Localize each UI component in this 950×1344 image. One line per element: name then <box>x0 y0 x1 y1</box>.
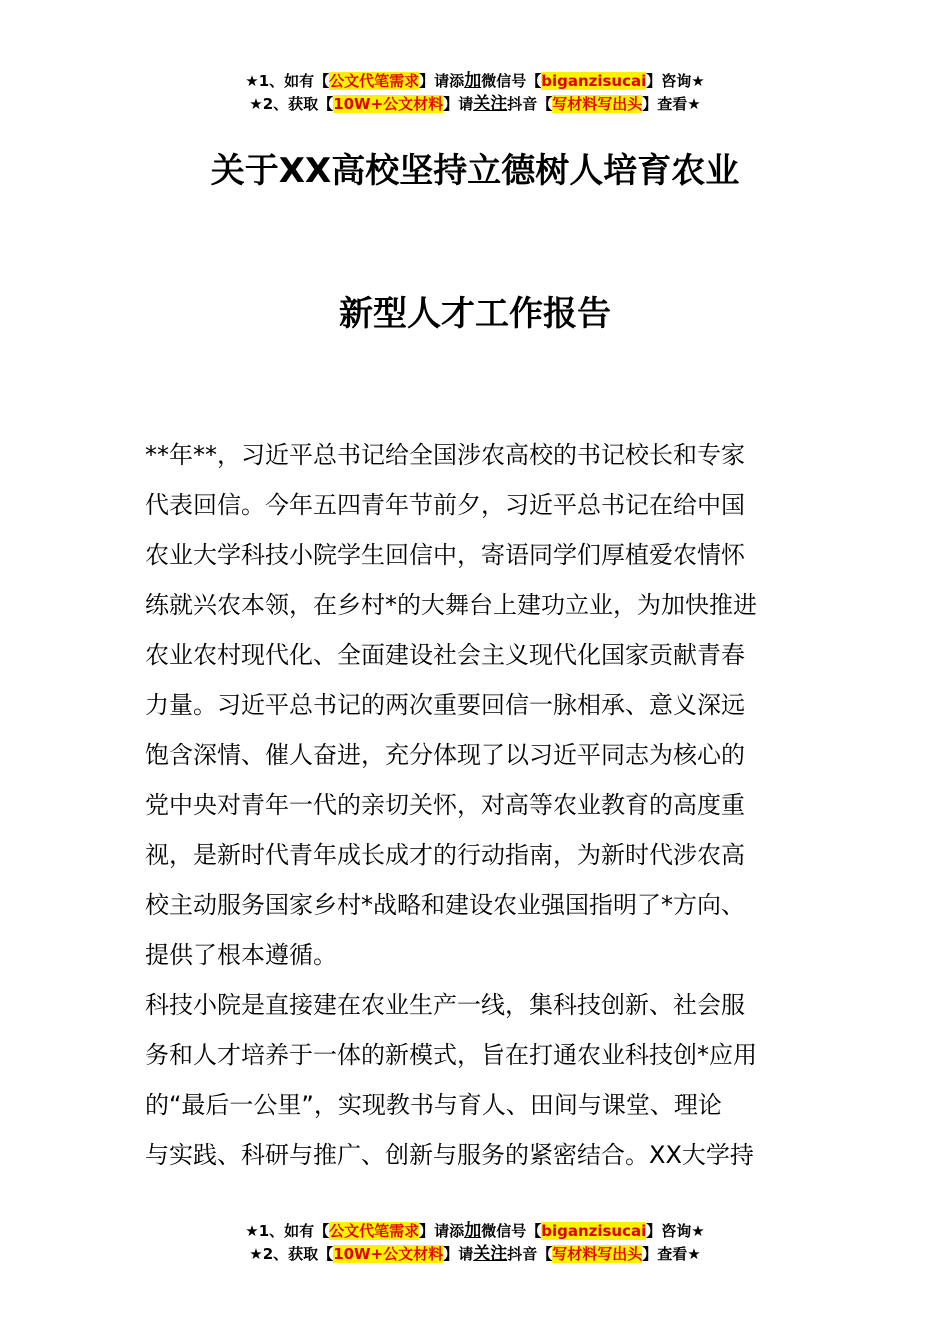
banner-text: 】请添 <box>419 1222 465 1240</box>
banner-text: 抖音【 <box>507 95 553 113</box>
body-line: 代表回信。今年五四青年节前夕，习近平总书记在给中国 <box>145 491 745 519</box>
highlight-service: 公文代笔需求 <box>329 72 420 90</box>
banner-text: 】咨询★ <box>646 72 705 90</box>
banner-text: 微信号【 <box>481 1222 542 1240</box>
banner-text: 】请 <box>443 1245 474 1263</box>
highlight-materials: 10W+公文材料 <box>333 95 444 113</box>
highlight-materials: 10W+公文材料 <box>333 1245 444 1263</box>
body-line: **年**，习近平总书记给全国涉农高校的书记校长和专家 <box>145 441 745 469</box>
banner-line-2 <box>0 1243 950 1266</box>
highlight-wechat-id: biganzisucai <box>541 72 647 90</box>
banner-text: 】查看★ <box>642 95 701 113</box>
banner-emphasis: 关注 <box>473 1244 508 1264</box>
body-line: 校主动服务国家乡村*战略和建设农业强国指明了*方向、 <box>145 891 745 919</box>
body-line: 科技小院是直接建在农业生产一线，集科技创新、社会服 <box>145 991 745 1019</box>
body-line: 视，是新时代青年成长成才的行动指南，为新时代涉农高 <box>145 841 745 869</box>
banner-text: 】查看★ <box>642 1245 701 1263</box>
body-line: 力量。习近平总书记的两次重要回信一脉相承、意义深远 <box>145 691 745 719</box>
highlight-service: 公文代笔需求 <box>329 1222 420 1240</box>
banner-text: 微信号【 <box>481 72 542 90</box>
banner-emphasis: 加 <box>464 1221 482 1241</box>
top-banner <box>0 70 950 116</box>
banner-text: 】请添 <box>419 72 465 90</box>
body-line: 饱含深情、催人奋进，充分体现了以习近平同志为核心的 <box>145 741 745 769</box>
banner-text: ★2、获取【 <box>249 95 334 113</box>
highlight-wechat-id: biganzisucai <box>541 1222 647 1240</box>
highlight-douyin-id: 写材料写出头 <box>552 1245 643 1263</box>
body-line: 农业大学科技小院学生回信中，寄语同学们厚植爱农情怀 <box>145 541 745 569</box>
banner-text: 】请 <box>443 95 474 113</box>
body-line: 提供了根本遵循。 <box>145 941 337 969</box>
body-line: 练就兴农本领，在乡村*的大舞台上建功立业，为加快推进 <box>145 591 757 619</box>
banner-emphasis: 加 <box>464 71 482 91</box>
body-line: 的“最后一公里”，实现教书与育人、田间与课堂、理论 <box>145 1091 722 1119</box>
body-line: 农业农村现代化、全面建设社会主义现代化国家贡献青春 <box>145 641 745 669</box>
document-title-line-1: 关于XX高校坚持立德树人培育农业 <box>210 151 740 191</box>
bottom-banner <box>0 1220 950 1266</box>
banner-text: 】咨询★ <box>646 1222 705 1240</box>
banner-text: ★1、如有【 <box>245 1222 330 1240</box>
banner-text: 抖音【 <box>507 1245 553 1263</box>
document-body <box>145 430 810 1180</box>
banner-text: ★2、获取【 <box>249 1245 334 1263</box>
banner-text: ★1、如有【 <box>245 72 330 90</box>
body-line: 党中央对青年一代的亲切关怀，对高等农业教育的高度重 <box>145 791 745 819</box>
banner-line-1 <box>0 1220 950 1243</box>
document-title-line-2: 新型人才工作报告 <box>339 294 611 334</box>
body-line: 务和人才培养于一体的新模式，旨在打通农业科技创*应用 <box>145 1041 757 1069</box>
banner-emphasis: 关注 <box>473 94 508 114</box>
highlight-douyin-id: 写材料写出头 <box>552 95 643 113</box>
banner-line-2 <box>0 93 950 116</box>
body-line: 与实践、科研与推广、创新与服务的紧密结合。XX大学持 <box>145 1141 754 1169</box>
banner-line-1 <box>0 70 950 93</box>
